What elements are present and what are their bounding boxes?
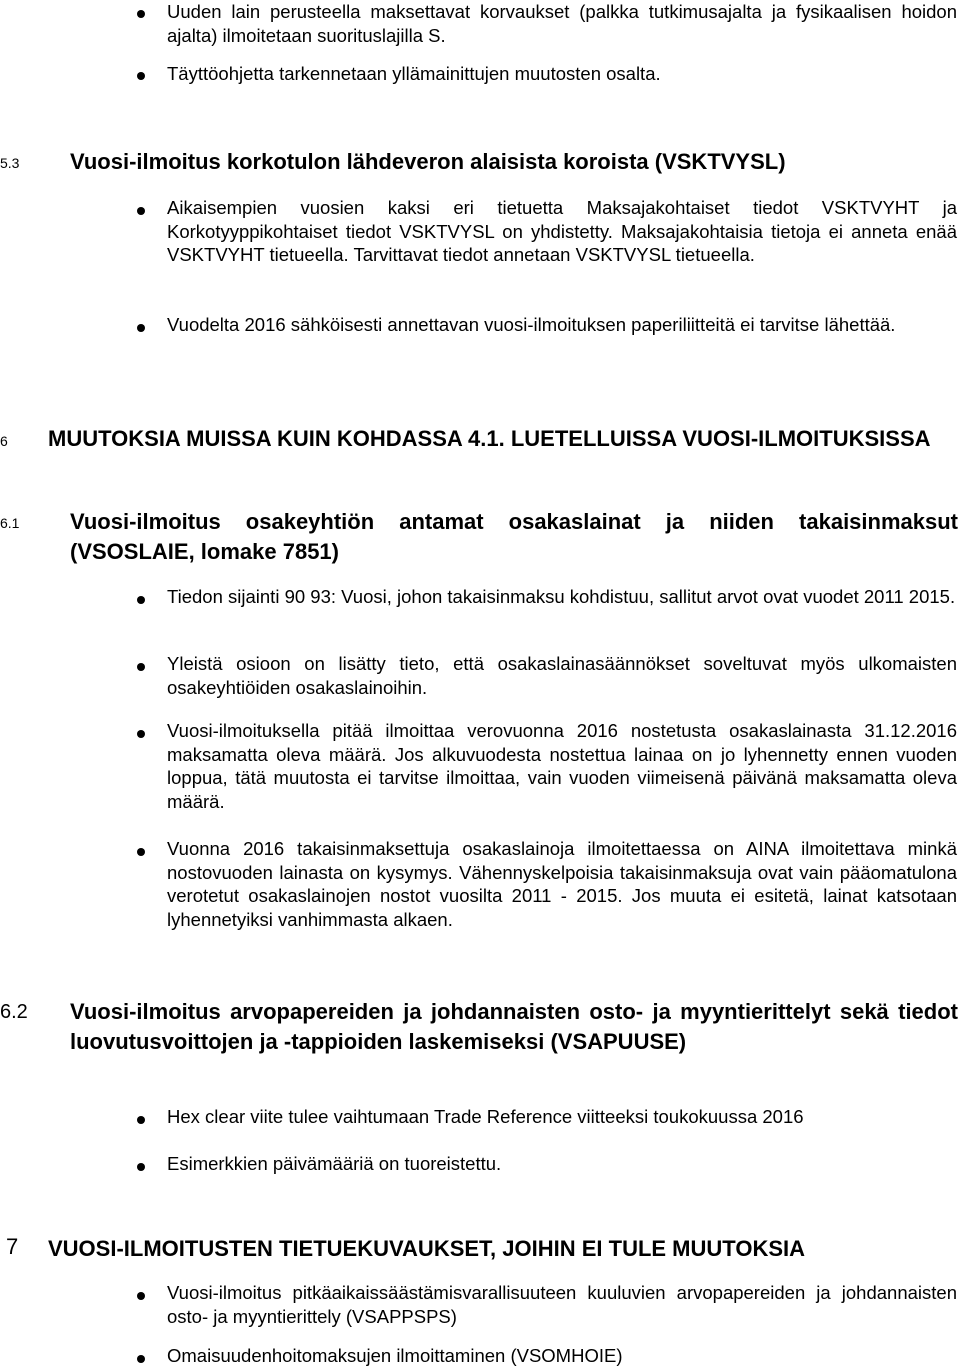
bullet-text: Hex clear viite tulee vaihtumaan Trade Reference viitteeksi toukokuussa 2016 <box>167 1106 804 1127</box>
bullet-marker <box>137 72 145 80</box>
bullet-text: Uuden lain perusteella maksettavat korvaukset (palkka tutkimusajalta ja fysikaalisen hoidon ajalta) ilmoitetaan suorituslajilla S. <box>167 1 957 46</box>
bullet-marker <box>137 207 145 215</box>
bullet-text: Yleistä osioon on lisätty tieto, että osakaslainasäännökset soveltuvat myös ulkomaisten osakeyhtiöiden osakaslainoihin. <box>167 653 957 698</box>
bullet-marker <box>137 10 145 18</box>
bullet-marker <box>137 1355 145 1363</box>
bullet-marker <box>137 596 145 604</box>
bullet-marker <box>137 1116 145 1124</box>
section-number: 6 <box>0 433 8 449</box>
bullet-text: Vuodelta 2016 sähköisesti annettavan vuosi-ilmoituksen paperiliitteitä ei tarvitse lähettää. <box>167 314 896 335</box>
section-heading: Vuosi-ilmoitus korkotulon lähdeveron alaisista koroista (VSKTVYSL) <box>70 149 786 174</box>
bullet-text: Tiedon sijainti 90 93: Vuosi, johon takaisinmaksu kohdistuu, sallitut arvot ovat vuodet 2011 2015. <box>167 586 956 607</box>
section-number: 6.2 <box>0 1001 28 1023</box>
section-number: 7 <box>6 1234 19 1259</box>
bullet-text: Vuosi-ilmoitus pitkäaikaissäästämisvarallisuuteen kuuluvien arvopapereiden ja johdannaisten osto- ja myyntierittely (VSAPPSPS) <box>167 1282 957 1327</box>
bullet-marker <box>137 663 145 671</box>
bullet-marker <box>137 1292 145 1300</box>
section-number: 6.1 <box>0 515 20 531</box>
bullet-marker <box>137 848 145 856</box>
bullet-text: Vuonna 2016 takaisinmaksettuja osakaslainoja ilmoitettaessa on AINA ilmoitettava minkä nostovuoden lainasta on kysymys. Vähennyskelpoisia takaisinmaksuja ovat vain pääomatulona verotetut osakaslainojen nostot vuosilta 2011 - 2015. Jos muuta ei esitetä, lainat katsotaan lyhennetyiksi vanhimmasta alkaen. <box>167 838 957 931</box>
section-number: 5.3 <box>0 155 20 171</box>
bullet-text: Vuosi-ilmoituksella pitää ilmoittaa verovuonna 2016 nostetusta osakaslainasta 31.12.2016 maksamatta oleva määrä. Jos alkuvuodesta nostettua lainaa on jo lyhennetty ennen vuoden loppua, tätä muutosta ei tarvitse ilmoittaa, vain vuoden viimeisenä päivänä maksamatta oleva määrä. <box>167 720 957 813</box>
section-heading: VUOSI-ILMOITUSTEN TIETUEKUVAUKSET, JOIHIN EI TULE MUUTOKSIA <box>48 1236 806 1261</box>
bullet-text: Omaisuudenhoitomaksujen ilmoittaminen (VSOMHOIE) <box>167 1345 623 1366</box>
bullet-text: Täyttöohjetta tarkennetaan yllämainittujen muutosten osalta. <box>167 63 661 84</box>
section-heading: Vuosi-ilmoitus arvopapereiden ja johdannaisten osto- ja myyntierittelyt sekä tiedot luovutusvoittojen ja -tappioiden laskemiseksi (VSAPUUSE) <box>70 999 958 1054</box>
bullet-marker <box>137 730 145 738</box>
section-heading: Vuosi-ilmoitus osakeyhtiön antamat osakaslainat ja niiden takaisinmaksut (VSOSLAIE, lomake 7851) <box>70 509 958 564</box>
bullet-text: Esimerkkien päivämääriä on tuoreistettu. <box>167 1153 502 1174</box>
bullet-marker <box>137 324 145 332</box>
section-heading: MUUTOKSIA MUISSA KUIN KOHDASSA 4.1. LUETELLUISSA VUOSI-ILMOITUKSISSA <box>48 426 931 451</box>
bullet-marker <box>137 1163 145 1171</box>
bullet-text: Aikaisempien vuosien kaksi eri tietuetta Maksajakohtaiset tiedot VSKTVYHT ja Korkotyyppikohtaiset tiedot VSKTVYSL on yhdistetty. Maksajakohtaisia tietoja ei anneta enää VSKTVYHT tietueella. Tarvittavat tiedot annetaan VSKTVYSL tietueella. <box>167 197 957 266</box>
